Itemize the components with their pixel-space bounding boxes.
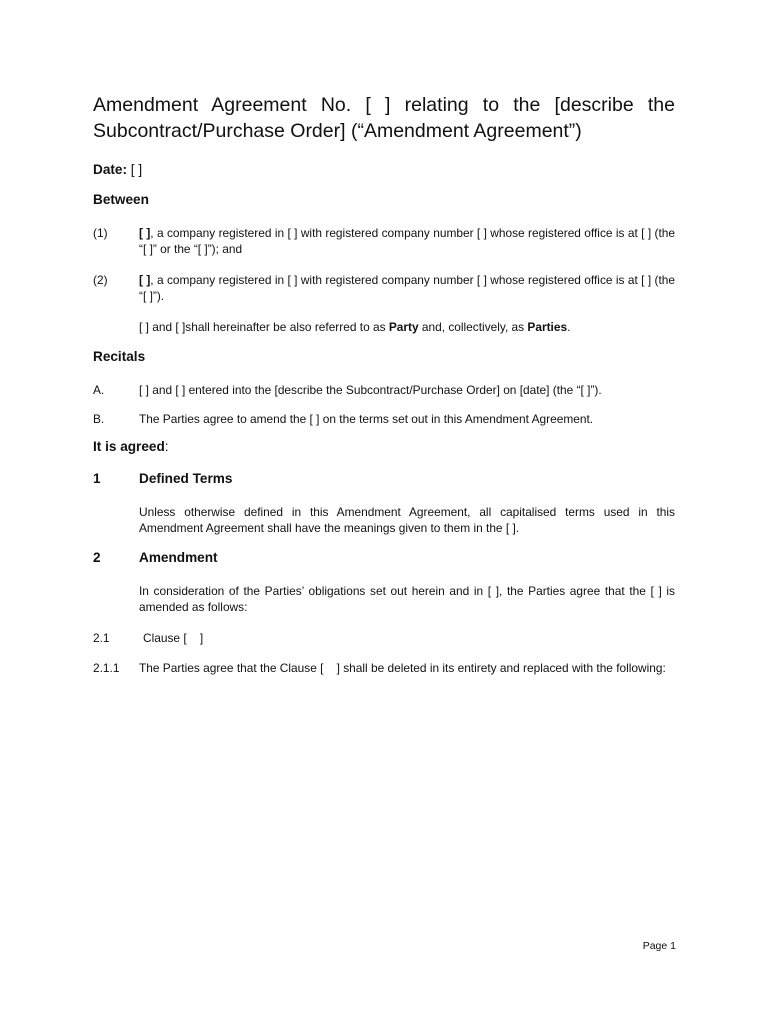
recital-text: [ ] and [ ] entered into the [describe the Subcontract/Purchase Order] on [date] (the “[ ]”). <box>139 383 602 397</box>
agreed-label: It is agreed <box>93 439 165 454</box>
defined-term-party: Party <box>388 320 419 334</box>
clause-number: 2.1 <box>93 631 110 645</box>
party-placeholder: [ ] <box>139 273 151 287</box>
between-heading: Between <box>93 192 149 207</box>
referred-text: . <box>567 320 571 334</box>
section-text: In consideration of the Parties’ obligations set out herein and in [ ], the Parties agree that the [ ] is amended as follows: <box>139 584 675 614</box>
clause-number: 2.1.1 <box>93 661 120 675</box>
recital-letter: A. <box>93 383 105 397</box>
date-label: Date: <box>93 162 127 177</box>
clause-text: Clause [ ] <box>143 631 204 645</box>
party-number: (1) <box>93 226 108 240</box>
referred-paragraph <box>139 319 675 335</box>
recital-letter: B. <box>93 412 105 426</box>
section-number: 1 <box>93 471 101 486</box>
party-number: (2) <box>93 273 108 287</box>
section-heading: Amendment <box>139 550 218 565</box>
referred-text: and, collectively, as <box>418 320 528 334</box>
section-heading: Defined Terms <box>139 471 233 486</box>
section-text: Unless otherwise defined in this Amendment Agreement, all capitalised terms used in this Amendment Agreement shall have the meanings given to them in the [ ]. <box>139 505 675 535</box>
page-number: Page 1 <box>642 940 676 952</box>
party-paragraph <box>139 272 675 304</box>
date-line <box>93 162 142 178</box>
party-text: , a company registered in [ ] with registered company number [ ] whose registered office is at [ ] (the “[ ]” or the “[ ]”); and <box>139 226 675 256</box>
section-number: 2 <box>93 550 101 565</box>
agreed-line <box>93 439 169 454</box>
document-title: Amendment Agreement No. [ ] relating to the [describe the Subcontract/Purchase Order] (“Amendment Agreement”) <box>93 94 675 142</box>
defined-term-parties: Parties <box>527 320 568 334</box>
recitals-heading: Recitals <box>93 349 146 364</box>
recital-text: The Parties agree to amend the [ ] on the terms set out in this Amendment Agreement. <box>139 412 594 426</box>
party-placeholder: [ ] <box>139 226 151 240</box>
agreed-colon: : <box>164 439 169 454</box>
clause-text: The Parties agree that the Clause [ ] shall be deleted in its entirety and replaced with the following: <box>139 661 666 675</box>
party-paragraph <box>139 225 675 257</box>
party-text: , a company registered in [ ] with registered company number [ ] whose registered office is at [ ] (the “[ ]”). <box>139 273 675 303</box>
referred-text: [ ] and [ ]shall hereinafter be also referred to as <box>139 320 389 334</box>
date-value: [ ] <box>127 162 143 177</box>
